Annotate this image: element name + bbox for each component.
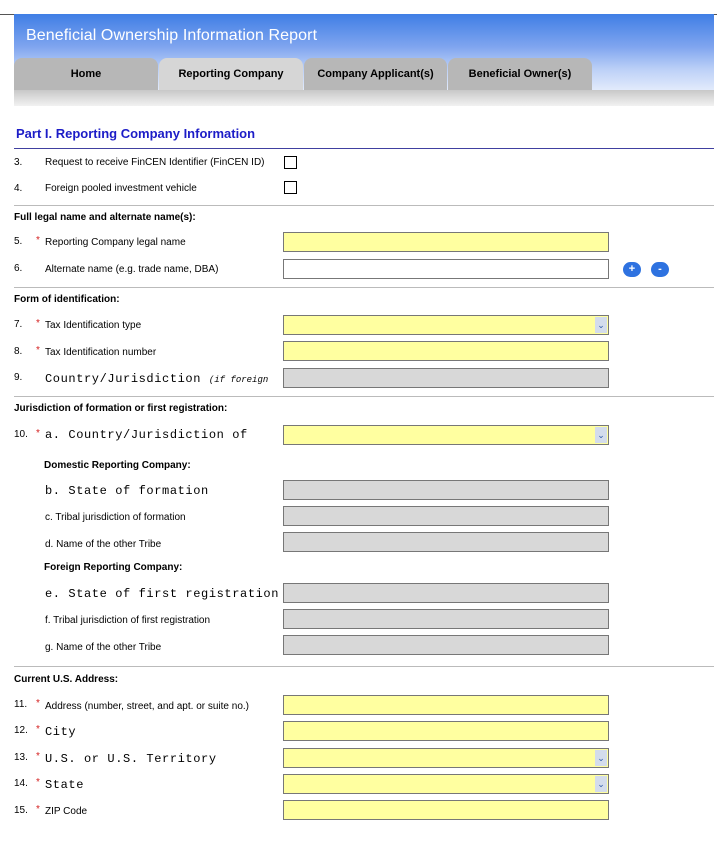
item-number: 5.	[14, 236, 23, 247]
remove-alternate-name-button[interactable]: -	[651, 262, 669, 277]
required-marker: *	[36, 724, 40, 735]
tab-company-applicants[interactable]: Company Applicant(s)	[304, 58, 447, 90]
section-identification: Form of identification:	[14, 294, 120, 305]
tribal-first-registration-label: f. Tribal jurisdiction of first registration	[45, 615, 211, 626]
section-address: Current U.S. Address:	[14, 674, 119, 685]
foreign-pooled-checkbox[interactable]	[284, 181, 297, 194]
tax-id-type-label: Tax Identification type	[45, 320, 142, 331]
item-number: 13.	[14, 752, 28, 763]
chevron-down-icon[interactable]: ⌄	[595, 750, 607, 766]
required-marker: *	[36, 751, 40, 762]
required-marker: *	[36, 777, 40, 788]
required-marker: *	[36, 698, 40, 709]
item-number: 12.	[14, 725, 28, 736]
other-tribe-label: d. Name of the other Tribe	[45, 539, 162, 550]
state-of-formation-label: b. State of formation	[45, 484, 209, 498]
foreign-pooled-label: Foreign pooled investment vehicle	[45, 183, 197, 194]
tab-home[interactable]: Home	[14, 58, 158, 90]
state-label: State	[45, 778, 85, 792]
header-band	[14, 90, 714, 106]
tribal-formation-label: c. Tribal jurisdiction of formation	[45, 512, 186, 523]
item-number: 8.	[14, 346, 23, 357]
us-territory-label: U.S. or U.S. Territory	[45, 752, 217, 766]
tax-id-type-select[interactable]	[283, 315, 609, 335]
report-header	[14, 14, 714, 106]
item-number: 14.	[14, 778, 28, 789]
divider	[14, 396, 714, 397]
tab-bar	[14, 58, 593, 90]
divider	[14, 666, 714, 667]
tab-beneficial-owners[interactable]: Beneficial Owner(s)	[448, 58, 592, 90]
city-label: City	[45, 725, 77, 739]
chevron-down-icon[interactable]: ⌄	[595, 317, 607, 333]
add-alternate-name-button[interactable]: +	[623, 262, 641, 277]
state-first-registration-select	[283, 583, 609, 603]
legal-name-input[interactable]	[283, 232, 609, 252]
zip-code-label: ZIP Code	[45, 806, 88, 817]
section-names: Full legal name and alternate name(s):	[14, 212, 196, 223]
item-number: 6.	[14, 263, 23, 274]
domestic-heading: Domestic Reporting Company:	[44, 460, 191, 471]
country-jurisdiction-input	[283, 368, 609, 388]
formation-country-select[interactable]	[283, 425, 609, 445]
item-number: 10.	[14, 429, 28, 440]
item-number: 7.	[14, 319, 23, 330]
item-number: 9.	[14, 372, 23, 383]
other-tribe-foreign-input	[283, 635, 609, 655]
foreign-heading: Foreign Reporting Company:	[44, 562, 183, 573]
legal-name-label: Reporting Company legal name	[45, 237, 186, 248]
required-marker: *	[36, 804, 40, 815]
item-number: 11.	[14, 699, 28, 710]
part-title: Part I. Reporting Company Information	[16, 126, 256, 141]
us-territory-select[interactable]	[283, 748, 609, 768]
item-number: 4.	[14, 183, 23, 194]
country-jurisdiction-note: (if foreign	[208, 375, 269, 385]
report-title: Beneficial Ownership Information Report	[26, 27, 318, 44]
country-jurisdiction-text: Country/Jurisdiction	[45, 372, 202, 386]
formation-country-label: a. Country/Jurisdiction of	[45, 428, 248, 442]
state-select[interactable]	[283, 774, 609, 794]
tribal-first-registration-select	[283, 609, 609, 629]
tax-id-number-label: Tax Identification number	[45, 347, 157, 358]
tab-reporting-company[interactable]: Reporting Company	[159, 58, 303, 90]
fincen-id-label: Request to receive FinCEN Identifier (FinCEN ID)	[45, 157, 265, 168]
other-tribe-foreign-label: g. Name of the other Tribe	[45, 642, 162, 653]
alternate-name-label: Alternate name (e.g. trade name, DBA)	[45, 264, 219, 275]
address-input[interactable]	[283, 695, 609, 715]
alternate-name-input[interactable]	[283, 259, 609, 279]
required-marker: *	[36, 235, 40, 246]
chevron-down-icon[interactable]: ⌄	[595, 776, 607, 792]
part-divider	[14, 148, 714, 149]
state-first-registration-label: e. State of first registration	[45, 587, 280, 601]
zip-code-input[interactable]	[283, 800, 609, 820]
required-marker: *	[36, 345, 40, 356]
tribal-formation-select	[283, 506, 609, 526]
other-tribe-input	[283, 532, 609, 552]
tax-id-number-input[interactable]	[283, 341, 609, 361]
required-marker: *	[36, 318, 40, 329]
divider	[14, 205, 714, 206]
fincen-id-checkbox[interactable]	[284, 156, 297, 169]
item-number: 3.	[14, 157, 23, 168]
divider	[14, 287, 714, 288]
item-number: 15.	[14, 805, 28, 816]
required-marker: *	[36, 428, 40, 439]
address-label: Address (number, street, and apt. or suite no.)	[45, 701, 249, 712]
chevron-down-icon[interactable]: ⌄	[595, 427, 607, 443]
state-of-formation-select	[283, 480, 609, 500]
section-jurisdiction: Jurisdiction of formation or first registration:	[14, 403, 228, 414]
country-jurisdiction-label	[45, 372, 279, 390]
city-input[interactable]	[283, 721, 609, 741]
